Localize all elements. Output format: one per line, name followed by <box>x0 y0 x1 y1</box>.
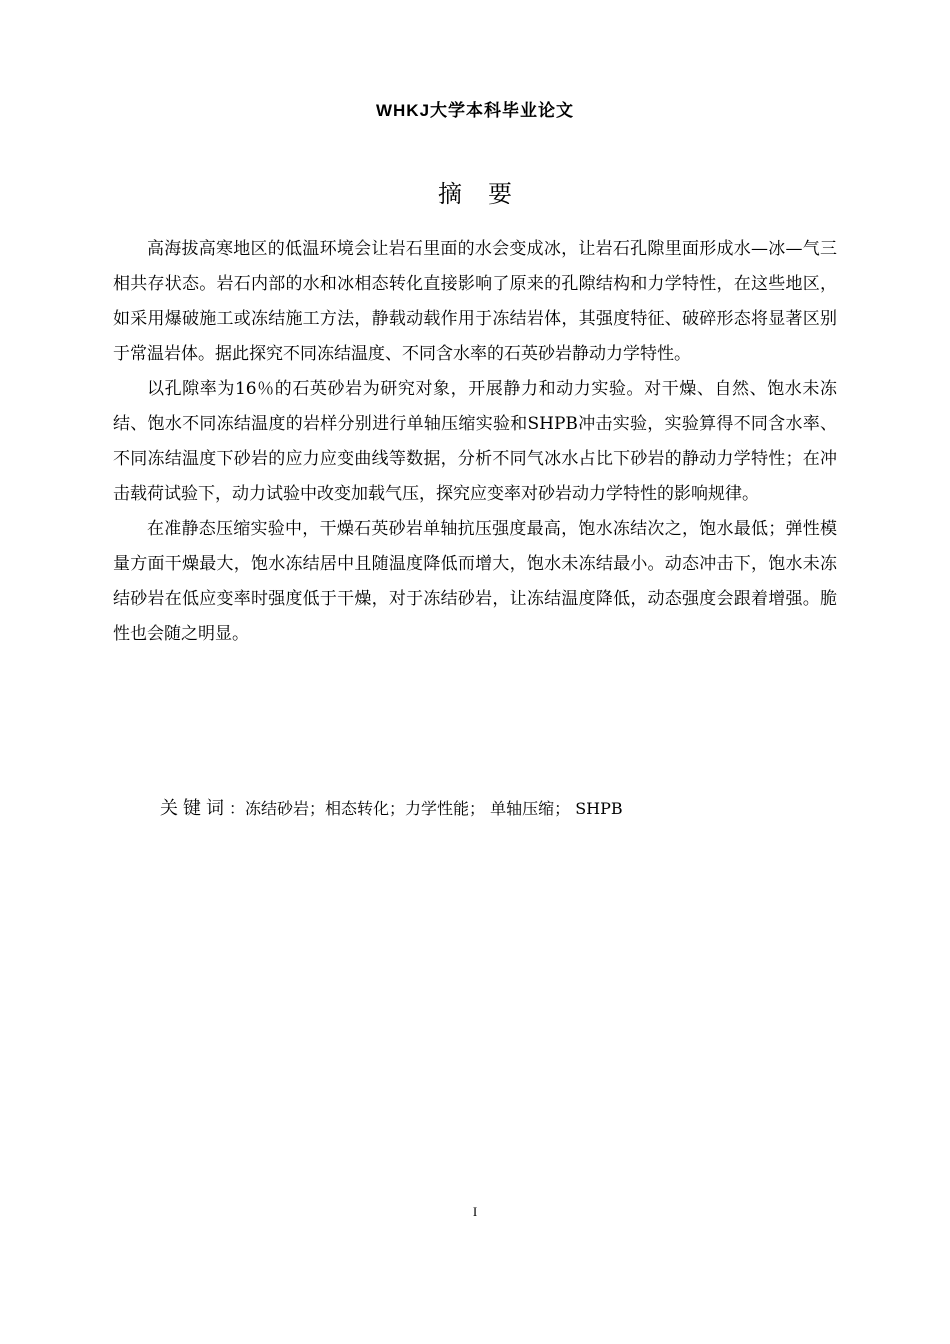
keywords-label: 关键词 <box>160 798 229 819</box>
header-text: WHKJ大学本科毕业论文 <box>375 101 575 120</box>
keywords-items: 冻结砂岩；相态转化；力学性能； 单轴压缩； SHPB <box>245 799 623 818</box>
abstract-paragraph-3: 在准静态压缩实验中，干燥石英砂岩单轴抗压强度最高，饱水冻结次之，饱水最低；弹性模量方面干燥最大，饱水冻结居中且随温度降低而增大，饱水未冻结最小。动态冲击下，饱水未冻结砂岩在低应变率时强度低于干燥，对于冻结砂岩，让冻结温度降低，动态强度会跟着增强。脆性也会随之明显。 <box>113 519 837 644</box>
abstract-paragraph-1: 高海拔高寒地区的低温环境会让岩石里面的水会变成冰，让岩石孔隙里面形成水—冰—气三相共存状态。岩石内部的水和冰相态转化直接影响了原来的孔隙结构和力学特性，在这些地区，如采用爆破施工或冻结施工方法，静载动载作用于冻结岩体，其强度特征、破碎形态将显著区别于常温岩体。据此探究不同冻结温度、不同含水率的石英砂岩静动力学特性。 <box>113 239 837 364</box>
keywords-separator: ： <box>229 799 246 818</box>
keywords-line <box>160 794 840 824</box>
abstract-paragraph-2: 以孔隙率为16％的石英砂岩为研究对象，开展静力和动力实验。对干燥、自然、饱水未冻结、饱水不同冻结温度的岩样分别进行单轴压缩实验和SHPB冲击实验，实验算得不同含水率、不同冻结温度下砂岩的应力应变曲线等数据，分析不同气冰水占比下砂岩的静动力学特性；在冲击载荷试验下，动力试验中改变加载气压，探究应变率对砂岩动力学特性的影响规律。 <box>113 379 837 504</box>
page-number: I <box>472 1204 478 1219</box>
thesis-header <box>0 96 950 121</box>
abstract-title: 摘要 <box>438 180 538 208</box>
abstract-body <box>113 232 837 652</box>
